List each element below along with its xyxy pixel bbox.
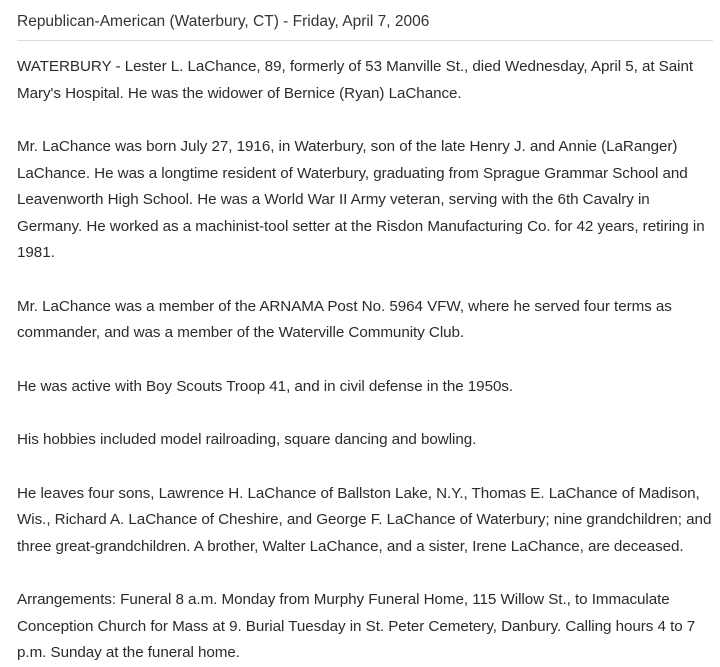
paragraph-arrangements: Arrangements: Funeral 8 a.m. Monday from Murphy Funeral Home, 115 Willow St., to Immaculate Conception Church for Mass at 9. Burial Tuesday in St. Peter Cemetery, Danbury. Calling hours 4 to 7 p.m. Sunday at the funeral home.: [17, 591, 696, 661]
paragraph-activities: He was active with Boy Scouts Troop 41, and in civil defense in the 1950s.: [17, 377, 514, 395]
obituary-article: [17, 0, 713, 667]
paragraph-survivors: He leaves four sons, Lawrence H. LaChance of Ballston Lake, N.Y., Thomas E. LaChance of Madison, Wis., Richard A. LaChance of Cheshire, and George F. LaChance of Waterbury; nine grandchildren; and three great-grandchildren. A brother, Walter LaChance, and a sister, Irene LaChance, are deceased.: [17, 484, 712, 555]
article-body: [17, 41, 713, 667]
paragraph-memberships: Mr. LaChance was a member of the ARNAMA Post No. 5964 VFW, where he served four terms as commander, and was a member of the Waterville Community Club.: [17, 297, 672, 341]
paragraph-hobbies: His hobbies included model railroading, square dancing and bowling.: [17, 431, 477, 448]
paragraph-death-notice: WATERBURY - Lester L. LaChance, 89, formerly of 53 Manville St., died Wednesday, April 5, at Saint Mary's Hospital. He was the widower of Bernice (Ryan) LaChance.: [17, 58, 694, 102]
paragraph-biography: Mr. LaChance was born July 27, 1916, in Waterbury, son of the late Henry J. and Annie (LaRanger) LaChance. He was a longtime resident of Waterbury, graduating from Sprague Grammar School and Leavenworth High School. He was a World War II Army veteran, serving with the 6th Cavalry in Germany. He worked as a machinist-tool setter at the Risdon Manufacturing Co. for 42 years, retiring in 1981.: [17, 138, 705, 261]
source-dateline: Republican-American (Waterbury, CT) - Friday, April 7, 2006: [17, 0, 713, 41]
